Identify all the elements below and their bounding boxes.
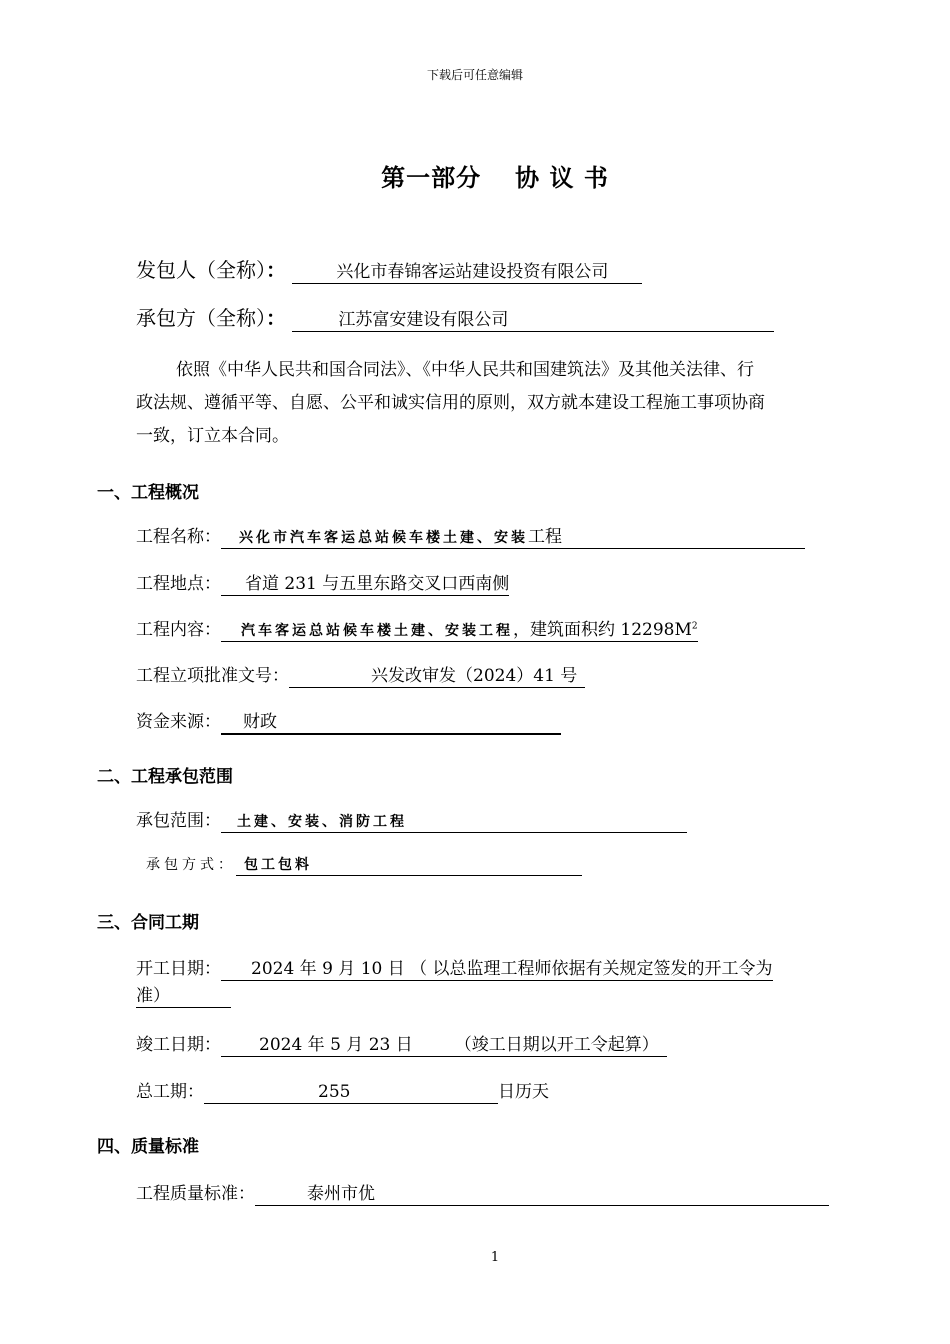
project-name-value: 兴化市汽车客运总站候车楼土建、安装工程 bbox=[221, 528, 805, 549]
total-period-value: 255 bbox=[204, 1083, 498, 1104]
start-date-value-cont: 准） bbox=[136, 987, 231, 1008]
project-name-row bbox=[136, 522, 805, 549]
project-location-value: 省道 231 与五里东路交叉口西南侧 bbox=[221, 575, 509, 596]
scope-value: 土建、安装、消防工程 bbox=[221, 812, 687, 833]
funding-row bbox=[136, 707, 561, 735]
contractor-label: 承包方（全称） bbox=[136, 306, 266, 330]
page-header: 下载后可任意编辑 bbox=[426, 68, 523, 82]
quality-label: 工程质量标准： bbox=[136, 1184, 255, 1204]
method-value: 包工包料 bbox=[236, 855, 582, 876]
project-content-value: 汽车客运总站候车楼土建、安装工程，建筑面积约 $12298M^2$ bbox=[221, 621, 698, 642]
section-1-title: 一、工程概况 bbox=[97, 483, 199, 503]
intro-line-3: 一致，订立本合同。 bbox=[136, 426, 289, 446]
page-title bbox=[0, 158, 950, 193]
scope-row bbox=[136, 806, 687, 833]
end-date-value: 2024 年 5 月 23 日 （竣工日期以开工令起算） bbox=[221, 1036, 667, 1057]
start-date-row bbox=[136, 954, 773, 981]
total-period-label: 总工期： bbox=[136, 1082, 204, 1102]
employer-line bbox=[136, 254, 642, 284]
title-agreement: 协 议 书 bbox=[515, 164, 609, 192]
total-period-unit: 日历天 bbox=[498, 1082, 549, 1102]
intro-paragraph bbox=[136, 354, 846, 453]
total-period-row bbox=[136, 1077, 549, 1104]
approval-label: 工程立项批准文号： bbox=[136, 666, 289, 686]
end-date-row bbox=[136, 1030, 667, 1057]
intro-line-2: 政法规、遵循平等、自愿、公平和诚实信用的原则，双方就本建设工程施工事项协商 bbox=[136, 393, 765, 413]
project-content-row bbox=[136, 615, 698, 642]
contractor-colon: ： bbox=[266, 306, 286, 330]
project-location-row bbox=[136, 569, 509, 596]
approval-row bbox=[136, 661, 585, 688]
contractor-value: 江苏富安建设有限公司 bbox=[292, 307, 774, 332]
section-3-title: 三、合同工期 bbox=[97, 913, 199, 933]
start-date-label: 开工日期： bbox=[136, 959, 221, 979]
funding-label: 资金来源： bbox=[136, 712, 221, 732]
project-location-label: 工程地点： bbox=[136, 574, 221, 594]
end-date-label: 竣工日期： bbox=[136, 1035, 221, 1055]
scope-label: 承包范围： bbox=[136, 811, 221, 831]
start-date-row-cont bbox=[136, 986, 231, 1008]
method-row bbox=[146, 854, 582, 876]
funding-value: 财政 bbox=[221, 713, 561, 735]
employer-value: 兴化市春锦客运站建设投资有限公司 bbox=[292, 259, 642, 284]
title-part-one: 第一部分 bbox=[381, 164, 482, 192]
employer-colon: ： bbox=[266, 258, 286, 282]
method-label: 承包方式： bbox=[146, 857, 236, 873]
quality-value: 泰州市优 bbox=[255, 1185, 829, 1206]
project-content-label: 工程内容： bbox=[136, 620, 221, 640]
employer-label: 发包人（全称） bbox=[136, 258, 266, 282]
approval-value: 兴发改审发（2024）41 号 bbox=[289, 667, 585, 688]
section-4-title: 四、质量标准 bbox=[97, 1137, 199, 1157]
section-2-title: 二、工程承包范围 bbox=[97, 767, 233, 787]
start-date-value: 2024 年 9 月 10 日 （ 以总监理工程师依据有关规定签发的开工令为 bbox=[221, 960, 773, 981]
contractor-line bbox=[136, 302, 774, 332]
intro-line-1: 依照《中华人民共和国合同法》、《中华人民共和国建筑法》及其他关法律、行 bbox=[176, 360, 754, 380]
quality-row bbox=[136, 1179, 829, 1206]
page-number: 1 bbox=[490, 1250, 500, 1265]
project-name-label: 工程名称： bbox=[136, 527, 221, 547]
